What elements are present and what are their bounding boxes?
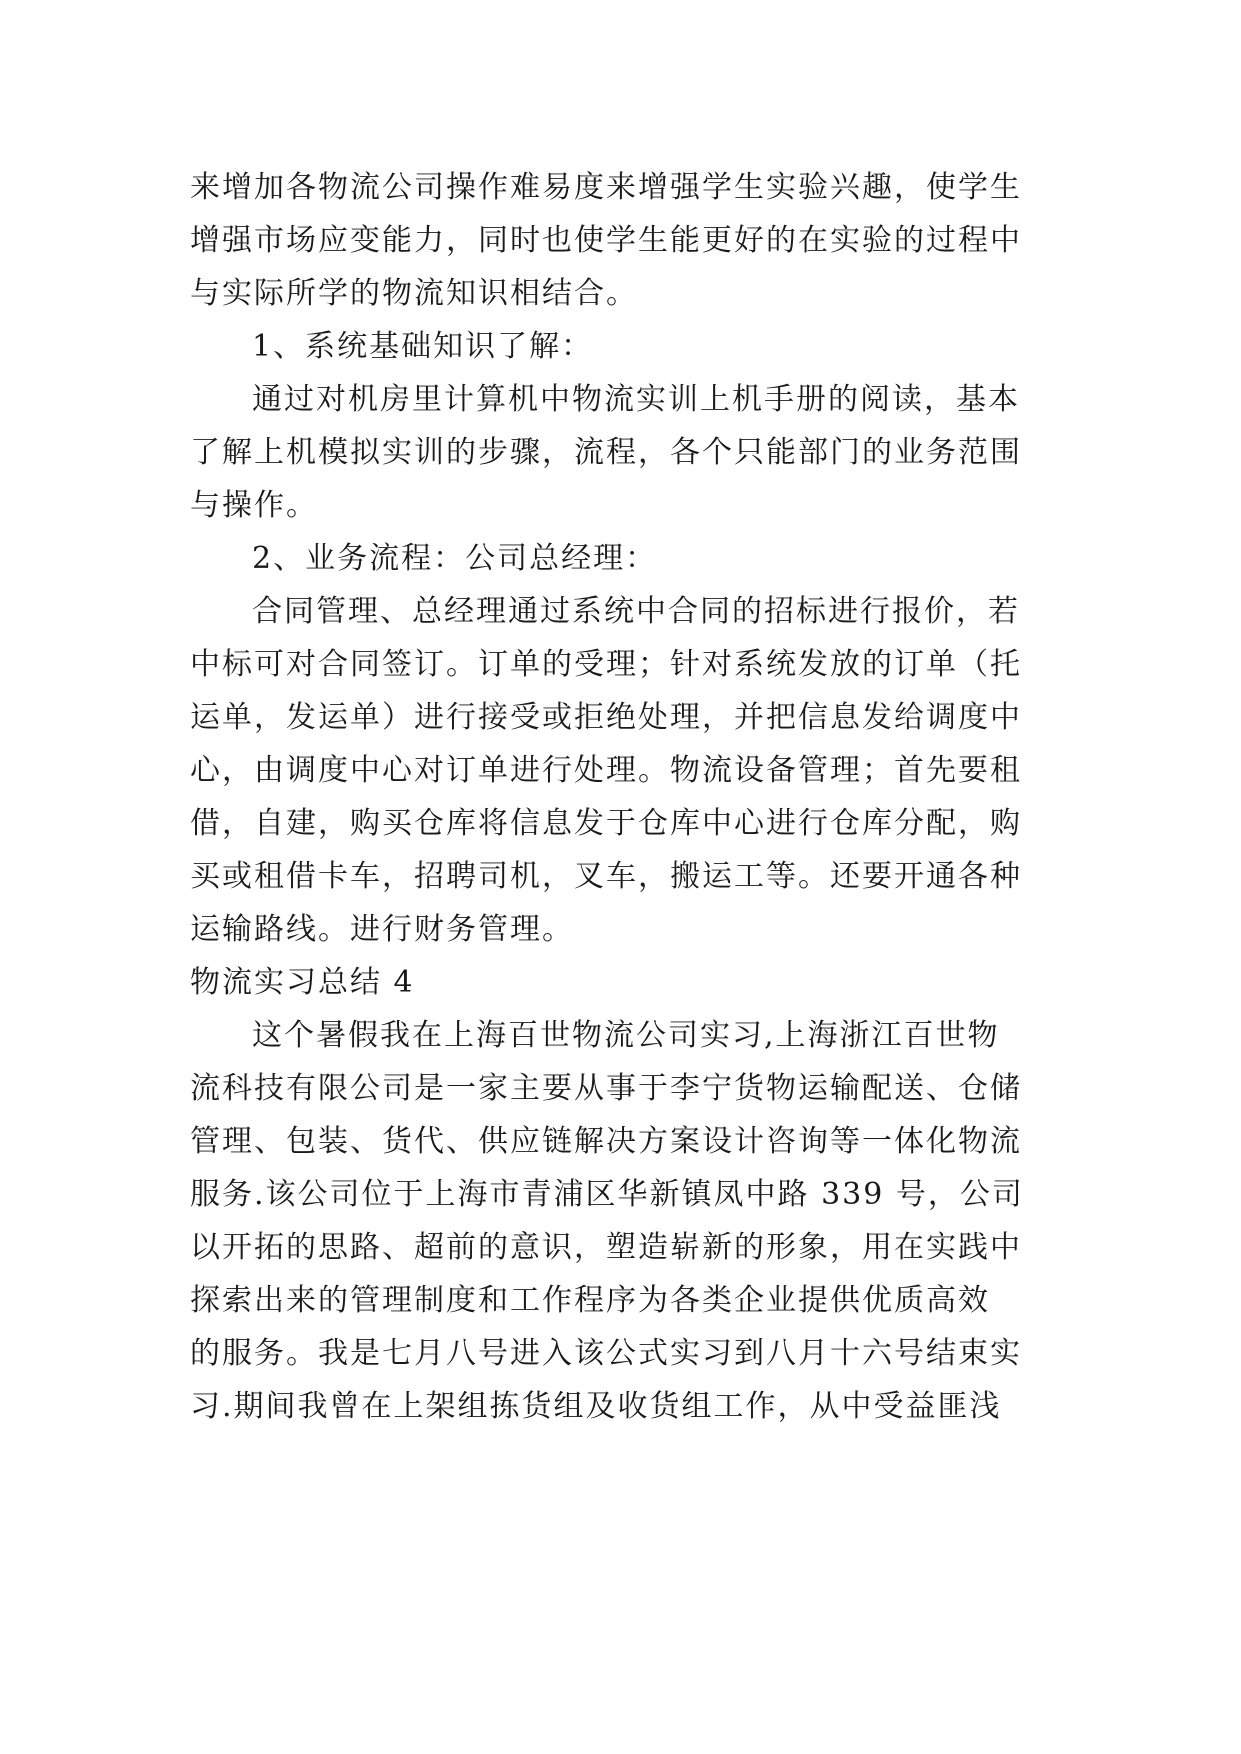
paragraph-line: 服务.该公司位于上海市青浦区华新镇凤中路 339 号，公司	[190, 1177, 1024, 1212]
paragraph-line: 借，自建，购买仓库将信息发于仓库中心进行仓库分配，购	[190, 806, 1022, 841]
section-heading: 2、业务流程：公司总经理：	[252, 541, 658, 576]
paragraph-line: 的服务。我是七月八号进入该公式实习到八月十六号结束实	[190, 1336, 1022, 1371]
paragraph-line: 与操作。	[190, 488, 318, 523]
paragraph-line: 探索出来的管理制度和工作程序为各类企业提供优质高效	[190, 1283, 990, 1318]
paragraph-line: 流科技有限公司是一家主要从事于李宁货物运输配送、仓储	[190, 1071, 1022, 1106]
paragraph-line: 来增加各物流公司操作难易度来增强学生实验兴趣，使学生	[190, 170, 1022, 205]
paragraph-line: 买或租借卡车，招聘司机，叉车，搬运工等。还要开通各种	[190, 859, 1022, 894]
paragraph-line: 运单，发运单）进行接受或拒绝处理，并把信息发给调度中	[190, 700, 1022, 735]
paragraph-line: 与实际所学的物流知识相结合。	[190, 276, 638, 311]
section-title: 物流实习总结 4	[190, 965, 415, 1000]
paragraph-line: 中标可对合同签订。订单的受理；针对系统发放的订单（托	[190, 647, 1022, 682]
paragraph-line: 增强市场应变能力，同时也使学生能更好的在实验的过程中	[190, 223, 1022, 258]
paragraph-line: 运输路线。进行财务管理。	[190, 912, 574, 947]
paragraph-line: 通过对机房里计算机中物流实训上机手册的阅读，基本	[252, 382, 1020, 417]
paragraph-line: 以开拓的思路、超前的意识，塑造崭新的形象，用在实践中	[190, 1230, 1022, 1265]
paragraph-line: 习.期间我曾在上架组拣货组及收货组工作，从中受益匪浅	[190, 1389, 1002, 1424]
paragraph-line: 合同管理、总经理通过系统中合同的招标进行报价，若	[252, 594, 1020, 629]
paragraph-line: 这个暑假我在上海百世物流公司实习,上海浙江百世物	[252, 1018, 1000, 1053]
section-heading: 1、系统基础知识了解：	[252, 329, 594, 364]
paragraph-line: 管理、包装、货代、供应链解决方案设计咨询等一体化物流	[190, 1124, 1022, 1159]
paragraph-line: 心，由调度中心对订单进行处理。物流设备管理；首先要租	[190, 753, 1022, 788]
paragraph-line: 了解上机模拟实训的步骤，流程，各个只能部门的业务范围	[190, 435, 1022, 470]
